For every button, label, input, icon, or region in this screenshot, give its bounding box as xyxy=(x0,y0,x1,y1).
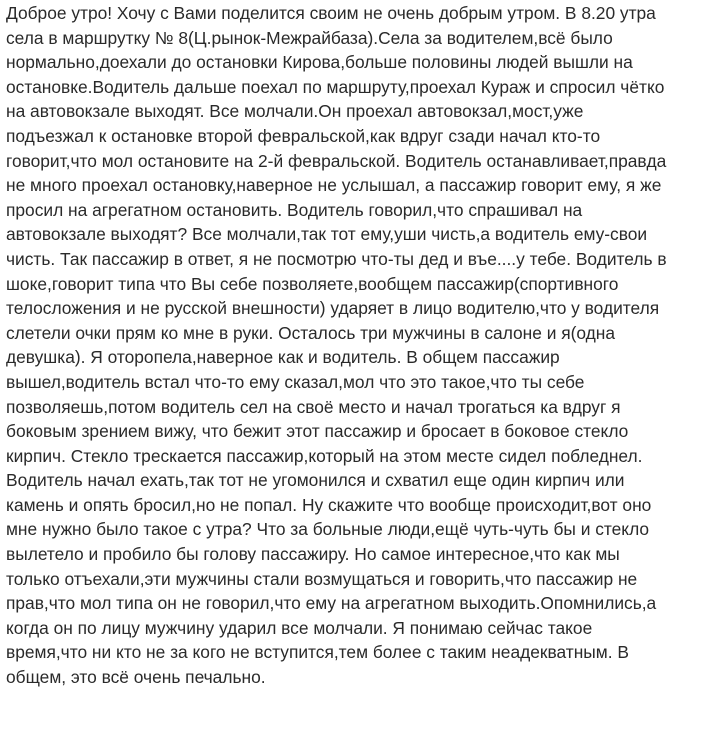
post-line: только отъехали,эти мужчины стали возмущаться и говорить,что пассажир не xyxy=(6,568,638,589)
post-line: говорит,что мол остановите на 2-й февральской. Водитель останавливает,правда xyxy=(6,150,667,171)
post-line: прав,что мол типа он не говорил,что ему на агрегатном выходить.Опомнились,а xyxy=(6,593,657,614)
post-line: чисть. Так пассажир в ответ, я не посмотрю что-ты дед и въе....у тебе. Водитель в xyxy=(6,248,667,269)
post-line: камень и опять бросил,но не попал. Ну скажите что вообще происходит,вот оно xyxy=(6,494,652,515)
post-line: вылетело и пробило бы голову пассажиру. Но самое интересное,что как мы xyxy=(6,544,620,565)
post-line: телосложения и не русской внешности) ударяет в лицо водителю,что у водителя xyxy=(6,298,660,319)
post-line: слетели очки прям ко мне в руки. Осталось три мужчины в салоне и я(одна xyxy=(6,322,616,343)
post-text xyxy=(6,1,717,690)
post-line: остановке.Водитель дальше поехал по маршруту,проехал Кураж и спросил чётко xyxy=(6,76,665,97)
post-line: подъезжал к остановке второй февральской,как вдруг сзади начал кто-то xyxy=(6,125,601,146)
post-line: Водитель начал ехать,так тот не угомонился и схватил еще один кирпич или xyxy=(6,470,625,491)
post-line: нормально,доехали до остановки Кирова,больше половины людей вышли на xyxy=(6,52,633,73)
post-line: села в маршрутку № 8(Ц.рынок-Межрайбаза).Села за водителем,всё было xyxy=(6,27,613,48)
post-line: боковым зрением вижу, что бежит этот пассажир и бросает в боковое стекло xyxy=(6,421,629,442)
post-line: автовокзале выходят? Все молчали,так тот ему,уши чисть,а водитель ему-свои xyxy=(6,224,648,245)
post-line: не много проехал остановку,наверное не услышал, а пассажир говорит ему, я же xyxy=(6,175,662,196)
post-line: девушка). Я оторопела,наверное как и водитель. В общем пассажир xyxy=(6,347,560,368)
post-line: просил на агрегатном остановить. Водитель говорил,что спрашивал на xyxy=(6,199,583,220)
post-line: на автовокзале выходят. Все молчали.Он проехал автовокзал,мост,уже xyxy=(6,101,584,122)
post-line: вышел,водитель встал что-то ему сказал,мол что это такое,что ты себе xyxy=(6,371,585,392)
post-line: позволяешь,потом водитель сел на своё место и начал трогаться ка вдруг я xyxy=(6,396,621,417)
post-line: шоке,говорит типа что Вы себе позволяете,вообщем пассажир(спортивного xyxy=(6,273,619,294)
post-line: когда он по лицу мужчину ударил все молчали. Я понимаю сейчас такое xyxy=(6,617,593,638)
post-line: мне нужно было такое с утра? Что за больные люди,ещё чуть-чуть бы и стекло xyxy=(6,519,650,540)
post-line: общем, это всё очень печально. xyxy=(6,667,266,688)
post-line: Доброе утро! Хочу с Вами поделится своим не очень добрым утром. В 8.20 утра xyxy=(6,3,656,23)
post-line: время,что ни кто не за кого не вступится,тем более с таким неадекватным. В xyxy=(6,642,629,663)
post-line: кирпич. Стекло трескается пассажир,который на этом месте сидел побледнел. xyxy=(6,445,643,466)
